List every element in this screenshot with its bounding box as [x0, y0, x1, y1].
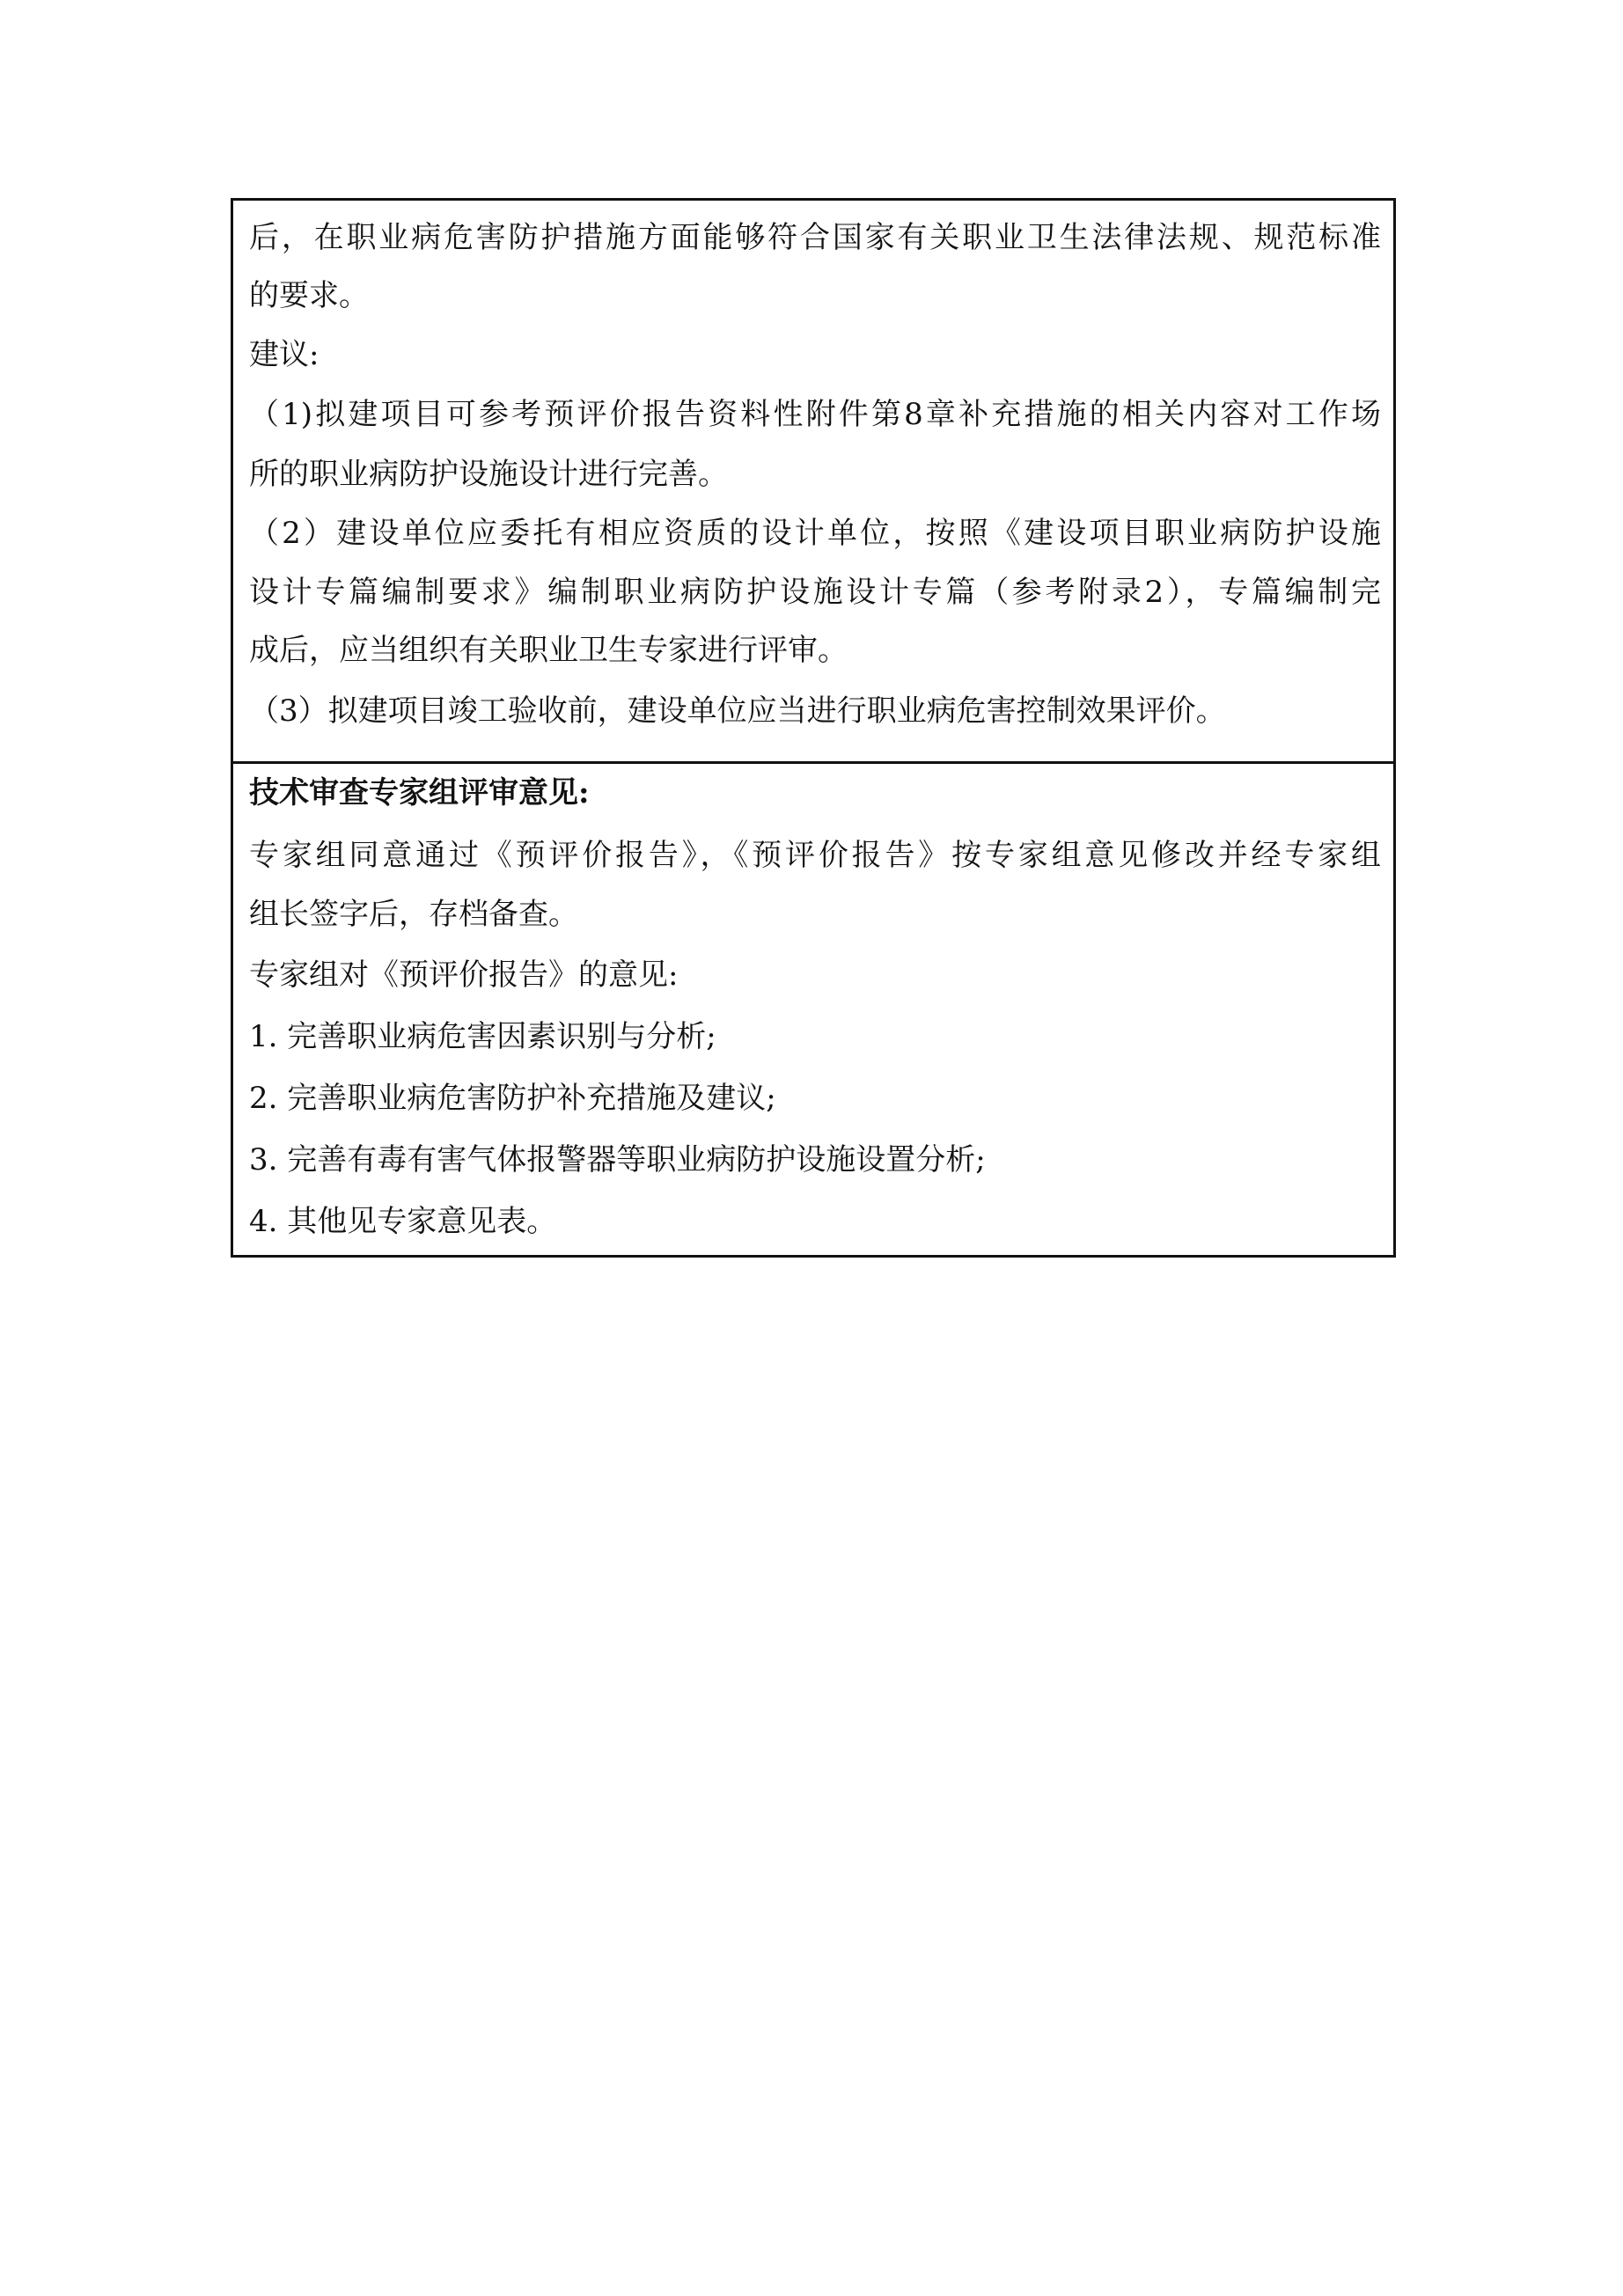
- suggestion-item: 所的职业病防护设施设计进行完善。: [249, 457, 728, 492]
- conclusion-line: 后，在职业病危害防护措施方面能够符合国家有关职业卫生法律法规、规范标准: [249, 220, 1381, 255]
- suggestion-item: （3）拟建项目竣工验收前，建设单位应当进行职业病危害控制效果评价。: [249, 693, 1226, 729]
- review-table: [231, 198, 1396, 1258]
- suggestion-item: 成后，应当组织有关职业卫生专家进行评审。: [249, 633, 848, 668]
- review-opinion-item: 4. 其他见专家意见表。: [249, 1204, 557, 1239]
- expert-review-cell: [233, 761, 1393, 1255]
- review-line: 组长签字后，存档备查。: [249, 897, 578, 932]
- conclusion-line: 的要求。: [249, 278, 369, 313]
- suggestion-item: （2）建设单位应委托有相应资质的设计单位，按照《建设项目职业病防护设施: [249, 516, 1381, 551]
- suggestion-item: 设计专篇编制要求》编制职业病防护设施设计专篇（参考附录2），专篇编制完: [249, 575, 1381, 610]
- review-opinion-item: 1. 完善职业病危害因素识别与分析;: [249, 1019, 716, 1054]
- review-opinion-item: 3. 完善有毒有害气体报警器等职业病防护设施设置分析;: [249, 1142, 986, 1177]
- review-opinion-intro: 专家组对《预评价报告》的意见:: [249, 957, 679, 993]
- suggestion-item: （1)拟建项目可参考预评价报告资料性附件第8章补充措施的相关内容对工作场: [249, 397, 1381, 432]
- expert-review-heading: 技术审查专家组评审意见:: [249, 775, 590, 811]
- suggestion-heading: 建议:: [249, 337, 319, 372]
- conclusion-cell: [233, 201, 1393, 761]
- review-line: 专家组同意通过《预评价报告》，《预评价报告》按专家组意见修改并经专家组: [249, 838, 1381, 873]
- review-opinion-item: 2. 完善职业病危害防护补充措施及建议;: [249, 1081, 776, 1116]
